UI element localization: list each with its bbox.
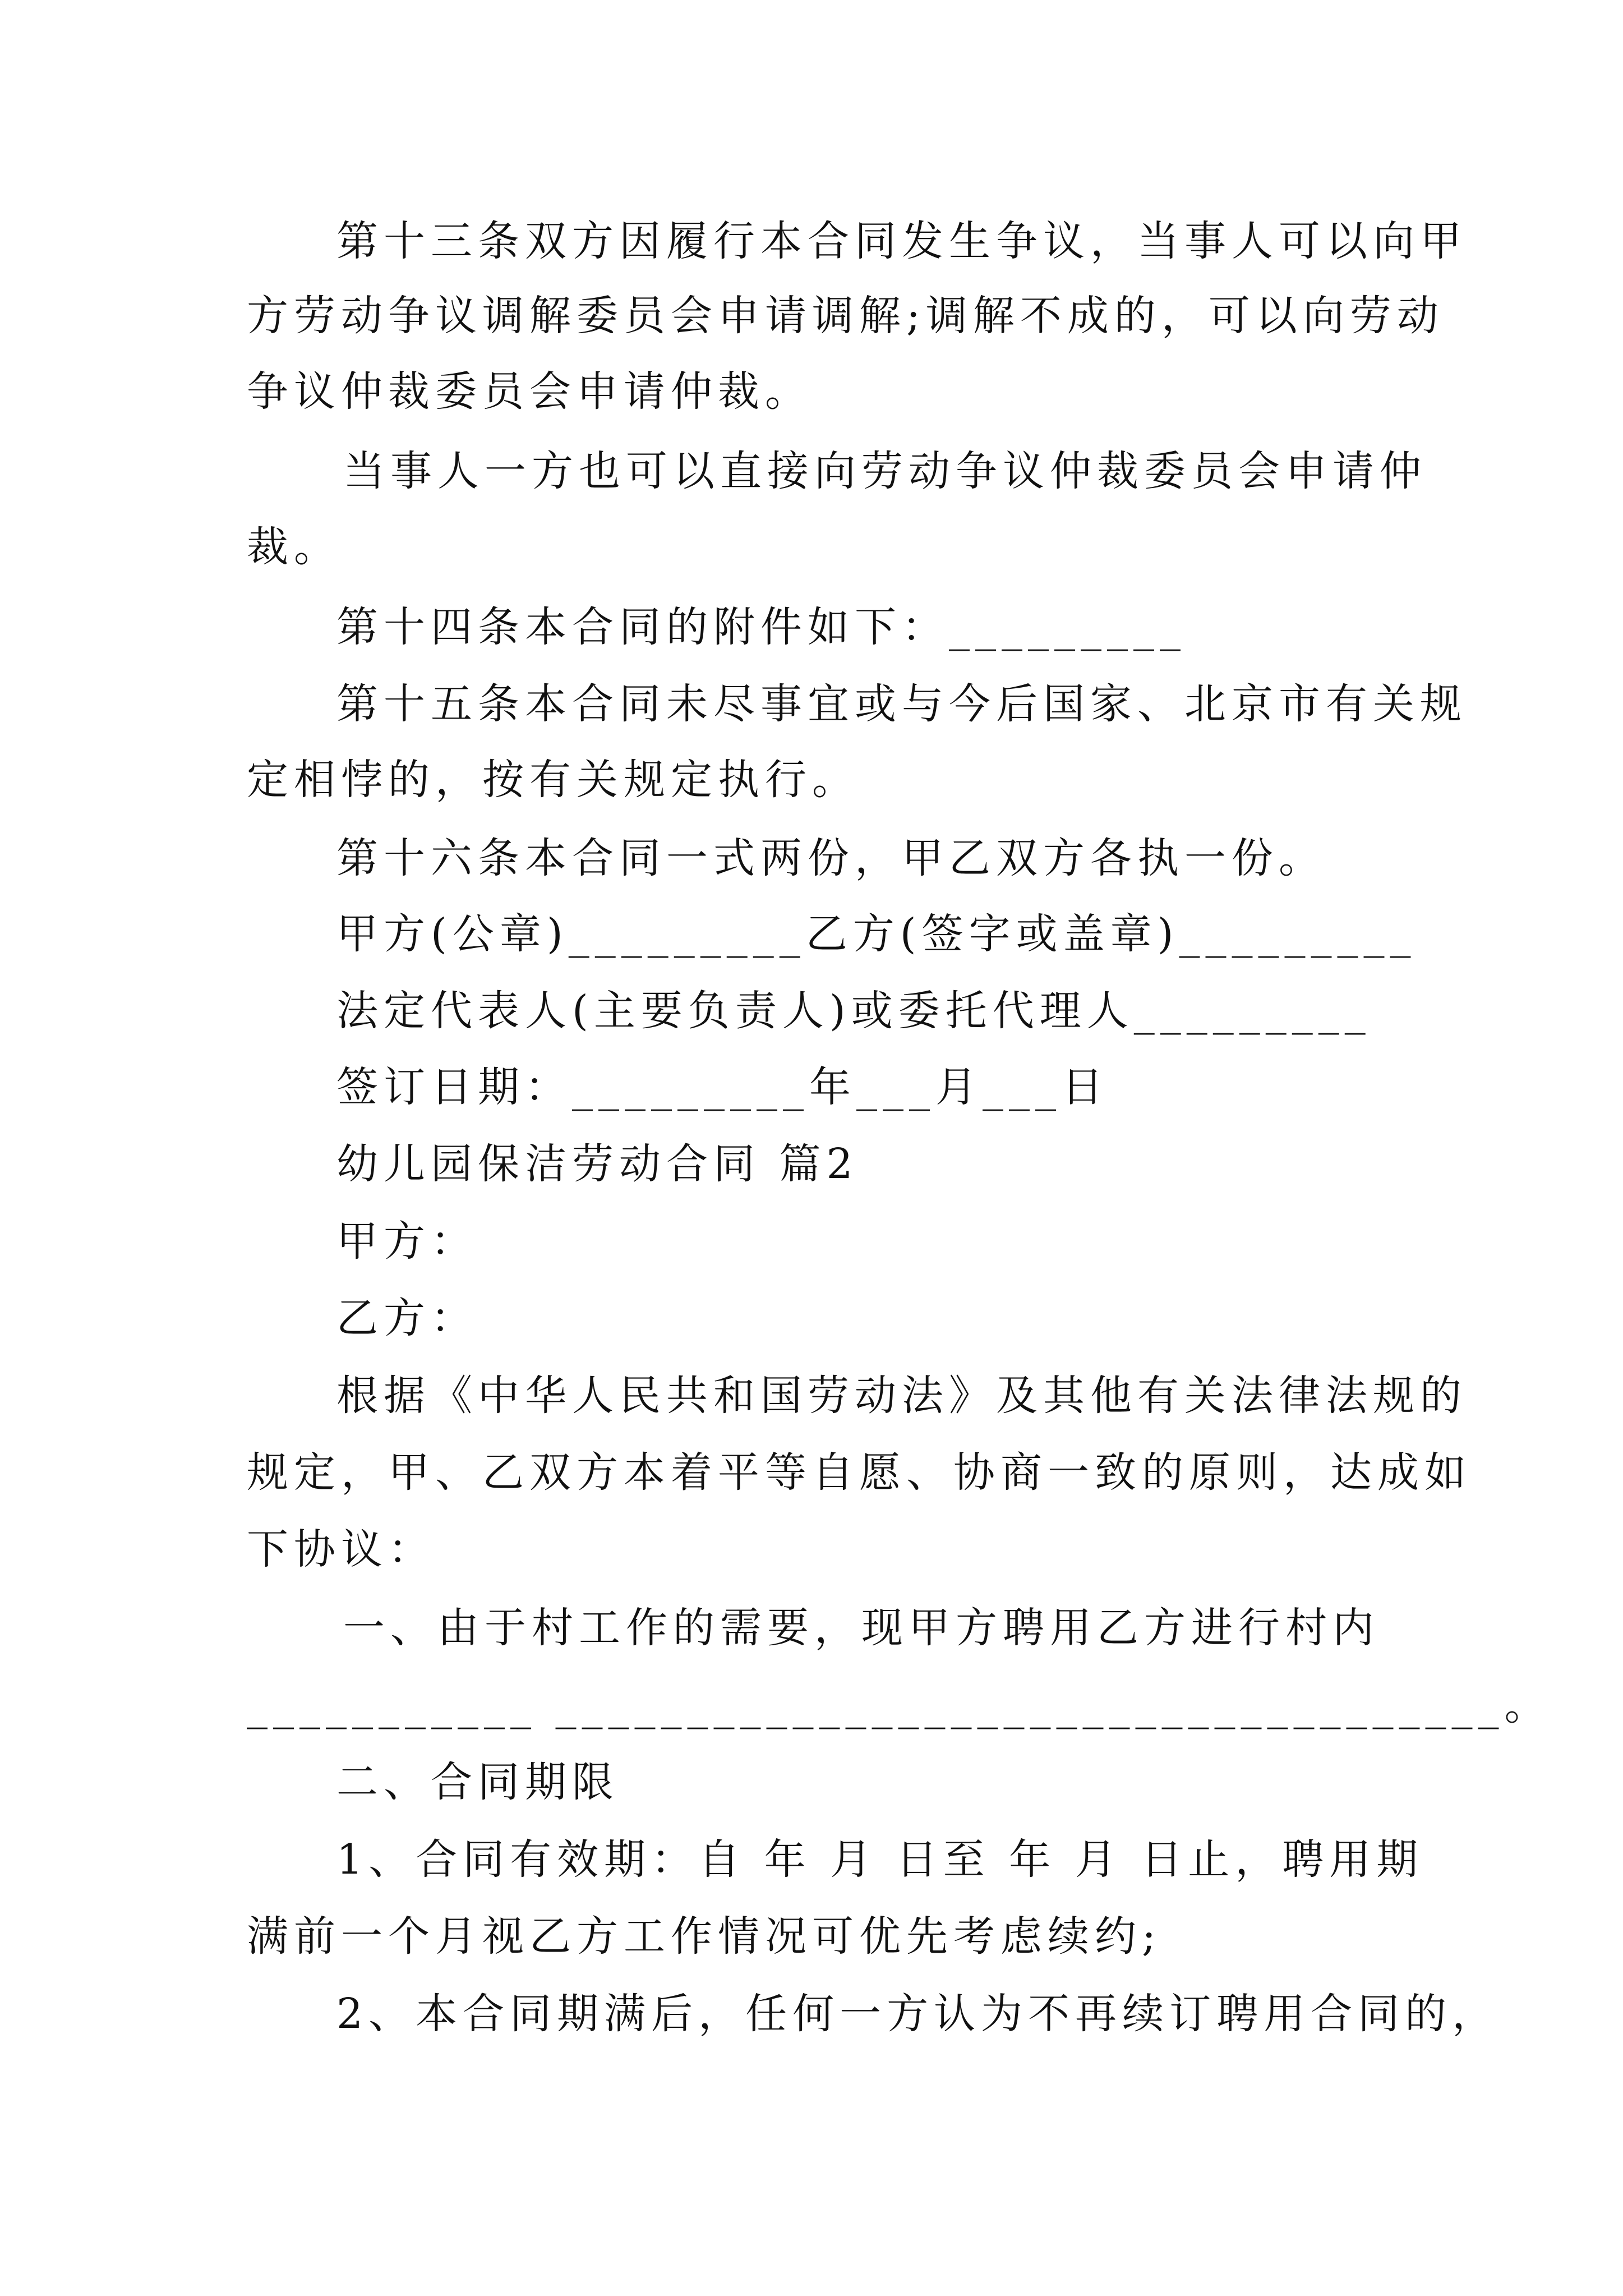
text-line: 乙方：	[336, 1294, 478, 1342]
text-line: 二、合同期限	[336, 1758, 619, 1806]
section-heading: 幼儿园保洁劳动合同 篇2	[336, 1140, 859, 1188]
text-line: 裁。	[247, 523, 341, 571]
text-line: 签订日期：_________年___月___日	[336, 1063, 1109, 1111]
text-line: 争议仲裁委员会申请仲裁。	[247, 367, 812, 416]
text-line: 2、本合同期满后，任何一方认为不再续订聘用合同的，	[336, 1990, 1500, 2038]
text-line: 甲方：	[336, 1217, 478, 1266]
text-line: 方劳动争议调解委员会申请调解;调解不成的，可以向劳动	[247, 292, 1444, 340]
text-line: 一、由于村工作的需要，现甲方聘用乙方进行村内	[343, 1604, 1380, 1652]
text-line: 第十四条本合同的附件如下：_________	[336, 603, 1186, 651]
text-line: 第十五条本合同未尽事宜或与今后国家、北京市有关规	[336, 680, 1467, 728]
text-line: 1、合同有效期：自 年 月 日至 年 月 日止，聘用期	[336, 1835, 1424, 1884]
text-line: 第十三条双方因履行本合同发生争议，当事人可以向甲	[336, 217, 1467, 265]
text-line: 规定，甲、乙双方本着平等自愿、协商一致的原则，达成如	[247, 1448, 1472, 1497]
text-line: 法定代表人(主要负责人)或委托代理人_________	[336, 987, 1371, 1035]
text-line: 下协议：	[247, 1525, 435, 1573]
text-line: 甲方(公章)_________乙方(签字或盖章)_________	[336, 910, 1417, 958]
text-line: 定相悖的，按有关规定执行。	[247, 756, 859, 804]
text-line: 当事人一方也可以直接向劳动争议仲裁委员会申请仲	[343, 447, 1427, 495]
text-line: 满前一个月视乙方工作情况可优先考虑续约;	[247, 1912, 1161, 1961]
text-line: 根据《中华人民共和国劳动法》及其他有关法律法规的	[336, 1372, 1467, 1420]
text-line: 第十六条本合同一式两份，甲乙双方各执一份。	[336, 834, 1326, 882]
text-line: ___________ ____________________________________。	[247, 1681, 1552, 1729]
